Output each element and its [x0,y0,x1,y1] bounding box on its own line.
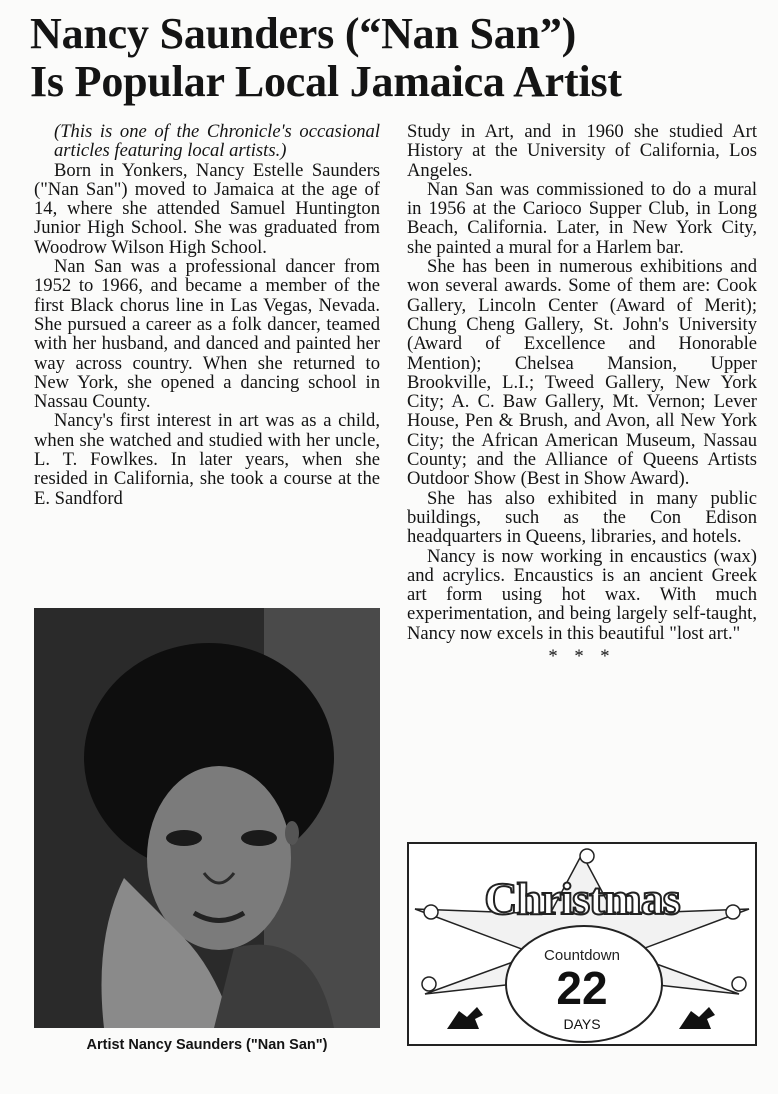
article-column-right [407,122,757,666]
christmas-countdown-box [407,842,757,1046]
headline [30,10,760,106]
article-paragraph: She has been in numerous exhibitions and won several awards. Some of them are: Cook Gallery, Lincoln Center (Award of Merit); Chung Cheng Gallery, St. John's University (Award of Excellence and Honorable Mention); Chelsea Mansion, Upper Brookville, L.I.; Tweed Gallery, New York City; A. C. Baw Gallery, Mt. Vernon; Lever House, Pen & Brush, and Avon, all New York City; the African American Museum, Nassau County; and the Alliance of Queens Artists Outdoor Show (Best in Show Award). [407,256,757,490]
article-paragraph-continued: Study in Art, and in 1960 she studied Art History at the University of California, Los Angeles. [407,121,757,181]
article-paragraph: She has also exhibited in many public buildings, such as the Con Edison headquarters in Queens, libraries, and hotels. [407,487,757,548]
headline-line-2: Is Popular Local Jamaica Artist [30,57,622,106]
countdown-unit: DAYS [563,1016,601,1032]
countdown-number: 22 [556,962,608,1014]
countdown-title: Christmas [484,873,680,924]
headline-line-1: Nancy Saunders (“Nan San”) [30,9,577,58]
countdown-subtitle: Countdown [544,947,620,964]
article-column-left [34,122,380,508]
section-separator: * * * [548,646,616,668]
article-paragraph: Nan San was a professional dancer from 1952 to 1966, and became a member of the first Black chorus line in Las Vegas, Nevada. She pursued a career as a folk dancer, teamed with her husband, and danced and painted her way across country. When she returned to New York, she opened a dancing school in Nassau County. [34,256,380,413]
article-intro: (This is one of the Chronicle's occasional articles featuring local artists.) [54,121,380,162]
article-paragraph: Born in Yonkers, Nancy Estelle Saunders ("Nan San") moved to Jamaica at the age of 14, where she attended Samuel Huntington Junior High School. She was graduated from Woodrow Wilson High School. [34,159,380,258]
article-paragraph: Nan San was commissioned to do a mural in 1956 at the Carioco Supper Club, in Long Beach, California. Later, in New York City, she painted a mural for a Harlem bar. [407,178,757,258]
artist-portrait-image [34,608,380,1028]
article-paragraph: Nancy is now working in encaustics (wax) and acrylics. Encaustics is an ancient Greek art form using hot wax. With much experimentation, and being largely self-taught, Nancy now excels in this beautiful "lost art." [407,545,757,644]
artist-photo [34,608,380,1028]
photo-caption: Artist Nancy Saunders ("Nan San") [86,1037,328,1053]
article-paragraph: Nancy's first interest in art was as a child, when she watched and studied with her uncle, L. T. Fowlkes. In later years, when she resided in California, she took a course at the E. Sandford [34,410,380,509]
